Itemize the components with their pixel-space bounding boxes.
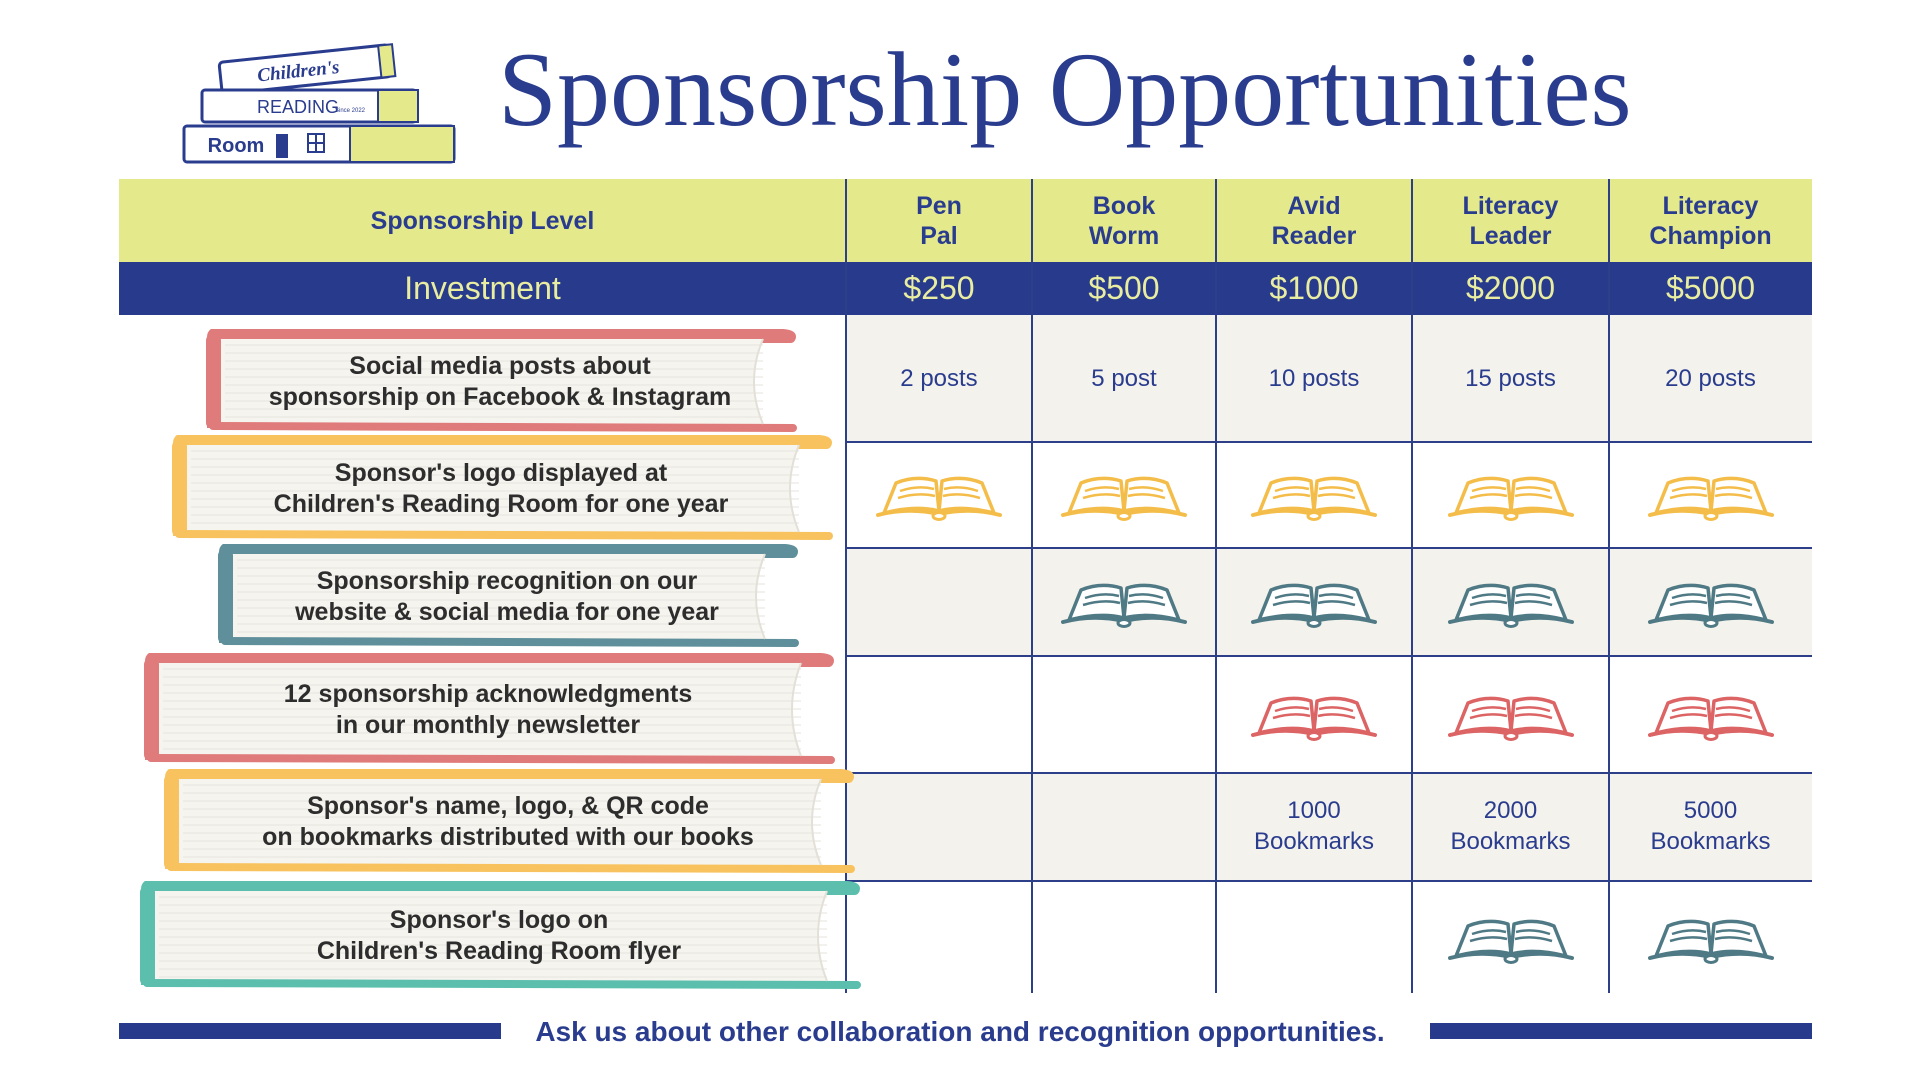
row-divider: [846, 547, 1812, 549]
benefit-cell: 1000 Bookmarks: [1253, 797, 1375, 855]
open-book-icon: [1251, 467, 1377, 521]
benefit-cell: 2 posts: [900, 364, 978, 392]
open-book-icon: [1448, 574, 1574, 628]
footer-text: Ask us about other collaboration and recognition opportunities.: [535, 1016, 1385, 1047]
open-book-icon: [1251, 574, 1377, 628]
benefit-book: [215, 544, 799, 649]
tier-price: $2000: [1412, 262, 1609, 315]
tier-price: $1000: [1216, 262, 1412, 315]
childrens-reading-room-logo: [180, 40, 470, 168]
svg-text:READING: READING: [256, 97, 340, 117]
open-book-icon: [1448, 910, 1574, 964]
benefit-book: [169, 435, 833, 542]
svg-text:Children's: Children's: [256, 56, 341, 87]
benefit-label: Sponsor's name, logo, & QR code on bookmarks distributed with our books: [262, 792, 754, 851]
row-divider: [846, 655, 1812, 657]
tier-name: Book Worm: [1032, 179, 1216, 262]
tier-name: Pen Pal: [846, 179, 1032, 262]
benefit-label: Sponsor's logo on Children's Reading Room flyer: [316, 906, 682, 965]
page-title: Sponsorship Opportunities: [498, 31, 1632, 148]
open-book-icon: [1648, 467, 1774, 521]
benefit-book: [141, 653, 835, 766]
row-divider: [846, 441, 1812, 443]
benefit-label: Sponsor's logo displayed at Children's Reading Room for one year: [273, 458, 729, 518]
row-divider: [846, 880, 1812, 882]
benefit-cell: 20 posts: [1665, 364, 1756, 392]
benefit-label: 12 sponsorship acknowledgments in our monthly newsletter: [283, 679, 693, 739]
investment-label: Investment: [119, 262, 846, 315]
footer-bar-left: [119, 1023, 501, 1039]
svg-text:Since 2022: Since 2022: [334, 108, 366, 114]
open-book-icon: [876, 467, 1002, 521]
open-book-icon: [1061, 574, 1187, 628]
open-book-icon: [1648, 574, 1774, 628]
benefit-cell: 5 post: [1091, 364, 1157, 392]
sponsorship-level-header: Sponsorship Level: [119, 179, 846, 262]
open-book-icon: [1251, 687, 1377, 741]
benefit-book: [161, 769, 855, 875]
tier-price: $250: [846, 262, 1032, 315]
open-book-icon: [1448, 467, 1574, 521]
tier-name: Literacy Champion: [1609, 179, 1812, 262]
benefit-label: Sponsorship recognition on our website & social media for one year: [295, 566, 719, 626]
tier-price: $5000: [1609, 262, 1812, 315]
open-book-icon: [1448, 687, 1574, 741]
tier-name: Literacy Leader: [1412, 179, 1609, 262]
benefit-book: [137, 881, 861, 991]
footer-bar-right: [1430, 1023, 1812, 1039]
tier-name: Avid Reader: [1216, 179, 1412, 262]
open-book-icon: [1648, 910, 1774, 964]
benefit-label: Social media posts about sponsorship on Facebook & Instagram: [268, 351, 732, 411]
open-book-icon: [1061, 467, 1187, 521]
benefit-cell: 10 posts: [1268, 364, 1360, 392]
open-book-icon: [1648, 687, 1774, 741]
benefit-cell: 5000 Bookmarks: [1650, 797, 1771, 855]
svg-text:Room: Room: [207, 135, 265, 157]
benefit-cell: 15 posts: [1465, 364, 1556, 392]
benefit-cell: 2000 Bookmarks: [1450, 797, 1571, 855]
sponsorship-table: [119, 179, 1812, 993]
benefit-book: [203, 329, 797, 434]
column-divider: [1031, 179, 1033, 993]
tier-price: $500: [1032, 262, 1216, 315]
